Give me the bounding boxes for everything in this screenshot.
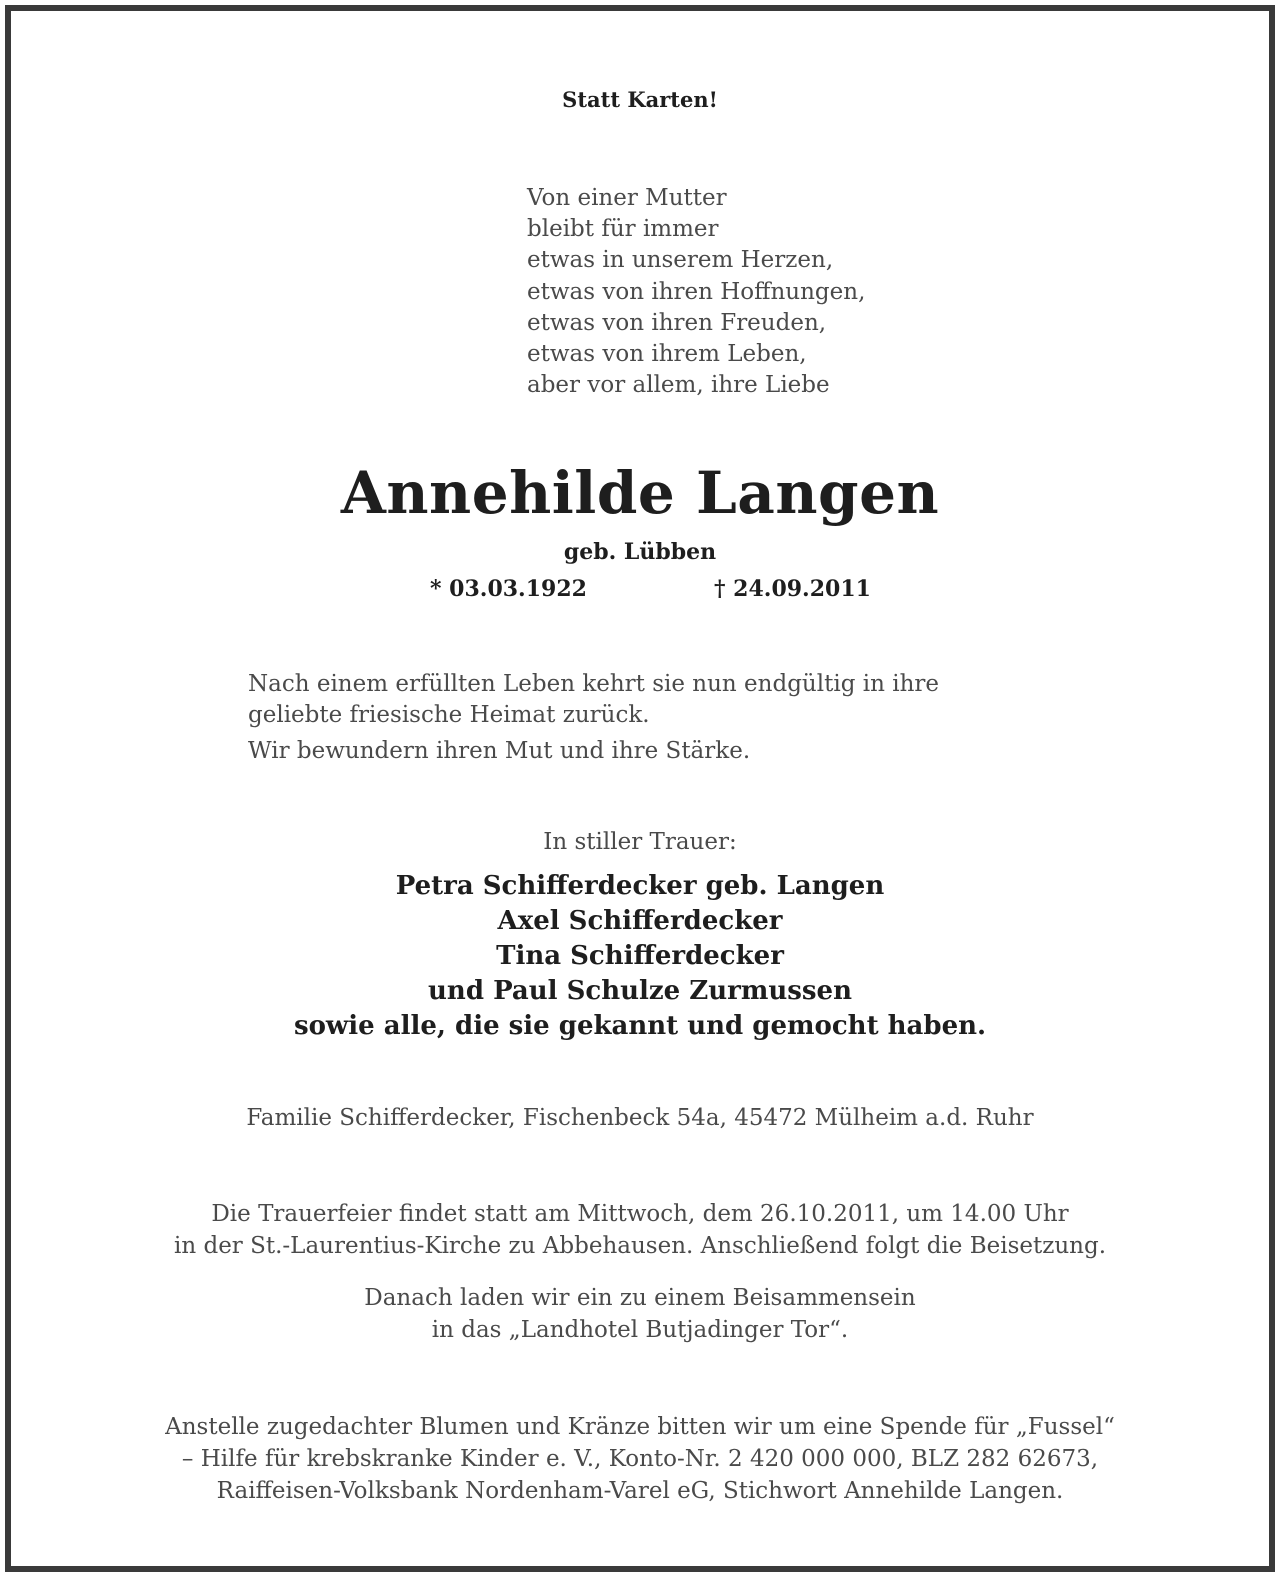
service-info [11, 1198, 1269, 1262]
poem-line: bleibt für immer [527, 216, 719, 243]
donation-line: Raiffeisen-Volksbank Nordenham-Varel eG, Stichwort Annehilde Langen. [216, 1478, 1064, 1504]
mourner-name: und Paul Schulze Zurmussen [428, 976, 852, 1006]
donation-info [11, 1411, 1269, 1507]
mourning-intro: In stiller Trauer: [543, 829, 737, 855]
mourner-name: Tina Schifferdecker [496, 941, 784, 971]
farewell-line: Wir bewundern ihren Mut und ihre Stärke. [248, 738, 751, 764]
poem-line: etwas in unserem Herzen, [527, 247, 834, 274]
maiden-name: geb. Lübben [563, 539, 717, 565]
reception-line: in das „Landhotel Butjadinger Tor“. [431, 1317, 849, 1343]
mourner-name: sowie alle, die sie gekannt und gemocht haben. [293, 1011, 987, 1041]
poem-line: etwas von ihren Hoffnungen, [527, 278, 866, 305]
header-text: Statt Karten! [562, 87, 718, 112]
poem-line: etwas von ihren Freuden, [527, 309, 827, 336]
mourner-name: Petra Schifferdecker geb. Langen [395, 871, 885, 901]
donation-line: Anstelle zugedachter Blumen und Kränze bitten wir um eine Spende für „Fussel“ [165, 1414, 1115, 1440]
poem-line: aber vor allem, ihre Liebe [527, 372, 830, 399]
reception-info [11, 1282, 1269, 1346]
poem-line: Von einer Mutter [527, 185, 727, 211]
mourner-name: Axel Schifferdecker [497, 906, 783, 936]
farewell-line: Nach einem erfüllten Leben kehrt sie nun endgültig in ihre [248, 671, 939, 697]
farewell-text [248, 669, 939, 767]
obituary-frame [5, 5, 1275, 1572]
donation-line: – Hilfe für krebskranke Kinder e. V., Konto-Nr. 2 420 000 000, BLZ 282 62673, [181, 1446, 1099, 1472]
mourners-list [11, 869, 1269, 1044]
reception-line: Danach laden wir ein zu einem Beisammensein [364, 1285, 916, 1311]
family-address: Familie Schifferdecker, Fischenbeck 54a, 45472 Mülheim a.d. Ruhr [246, 1105, 1034, 1131]
farewell-line: geliebte friesische Heimat zurück. [248, 702, 650, 728]
death-date: † 24.09.2011 [714, 576, 871, 602]
service-line: Die Trauerfeier findet statt am Mittwoch, dem 26.10.2011, um 14.00 Uhr [211, 1201, 1069, 1227]
birth-date: * 03.03.1922 [430, 576, 587, 602]
poem [527, 183, 865, 401]
poem-line: etwas von ihrem Leben, [527, 341, 807, 368]
service-line: in der St.-Laurentius-Kirche zu Abbehausen. Anschließend folgt die Beisetzung. [173, 1233, 1107, 1259]
deceased-name: Annehilde Langen [340, 459, 940, 527]
